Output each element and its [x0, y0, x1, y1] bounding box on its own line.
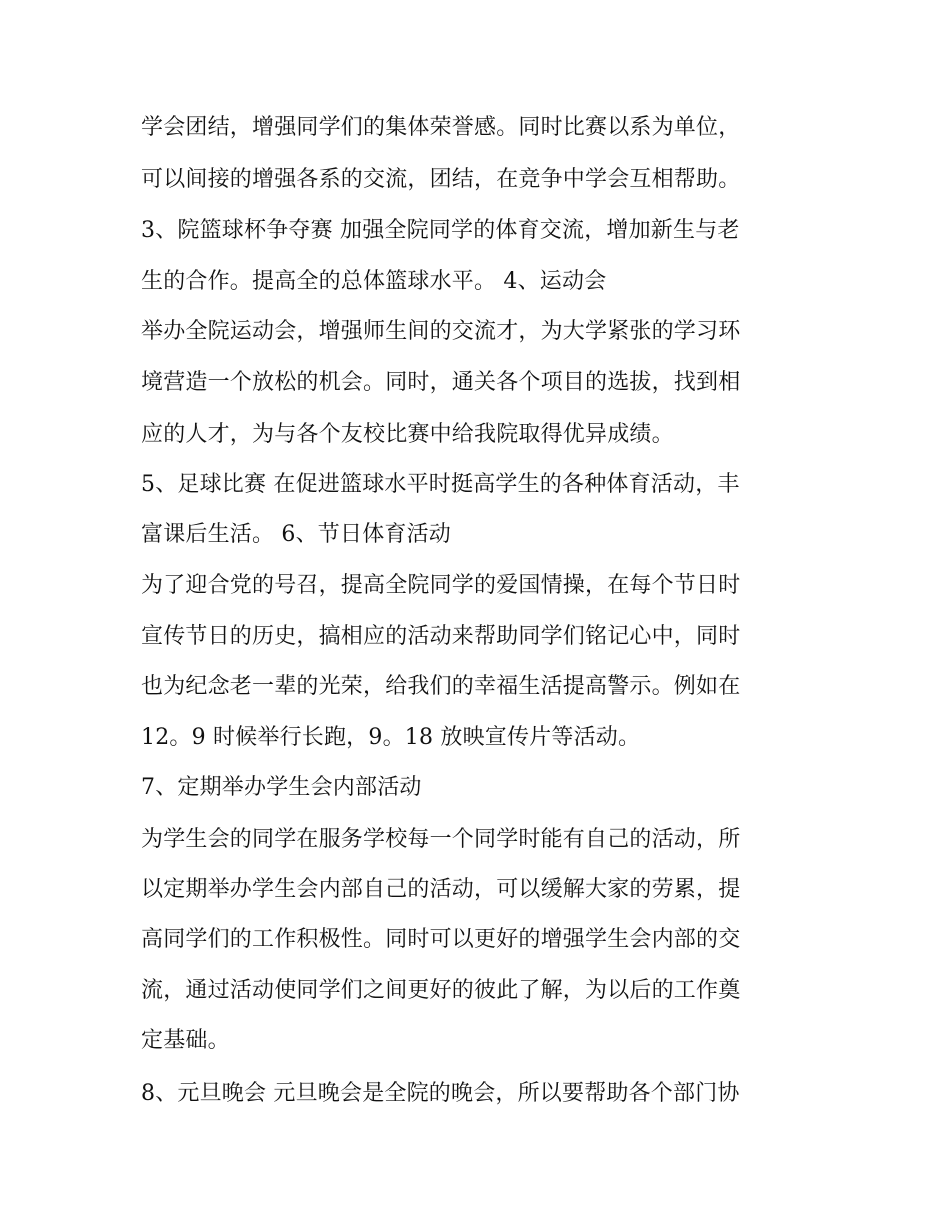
text-line: 8、元旦晚会 元旦晚会是全院的晚会，所以要帮助各个部门协 — [141, 1081, 740, 1106]
text-line: 为学生会的同学在服务学校每一个同学时能有自己的活动，所 — [141, 827, 741, 852]
text-line: 为了迎合党的号召，提高全院同学的爱国情操，在每个节日时 — [141, 573, 741, 598]
text-line: 7、定期举办学生会内部活动 — [141, 775, 422, 800]
text-line: 高同学们的工作积极性。同时可以更好的增强学生会内部的交 — [141, 927, 741, 952]
text-line: 举办全院运动会，增强师生间的交流才，为大学紧张的学习环 — [141, 319, 741, 344]
text-line: 宣传节日的历史，搞相应的活动来帮助同学们铭记心中，同时 — [141, 624, 741, 649]
text-line: 境营造一个放松的机会。同时，通关各个项目的选拔，找到相 — [141, 370, 741, 395]
text-line: 5、足球比赛 在促进篮球水平时挺高学生的各种体育活动，丰 — [141, 472, 740, 497]
text-line: 3、院篮球杯争夺赛 加强全院同学的体育交流，增加新生与老 — [141, 218, 740, 243]
text-line: 也为纪念老一辈的光荣，给我们的幸福生活提高警示。例如在 — [141, 674, 741, 699]
text-line: 应的人才，为与各个友校比赛中给我院取得优异成绩。 — [141, 422, 674, 447]
text-line: 生的合作。提高全的总体篮球水平。 4、运动会 — [141, 269, 607, 294]
text-line: 12。9 时候举行长跑，9。18 放映宣传片等活动。 — [141, 725, 641, 750]
text-line: 定基础。 — [141, 1028, 230, 1053]
text-line: 富课后生活。 6、节日体育活动 — [141, 522, 451, 547]
text-line: 学会团结，增强同学们的集体荣誉感。同时比赛以系为单位， — [141, 115, 741, 140]
text-line: 可以间接的增强各系的交流，团结，在竞争中学会互相帮助。 — [141, 167, 741, 192]
text-line: 以定期举办学生会内部自己的活动，可以缓解大家的劳累，提 — [141, 877, 741, 902]
text-line: 流，通过活动使同学们之间更好的彼此了解，为以后的工作奠 — [141, 978, 741, 1003]
